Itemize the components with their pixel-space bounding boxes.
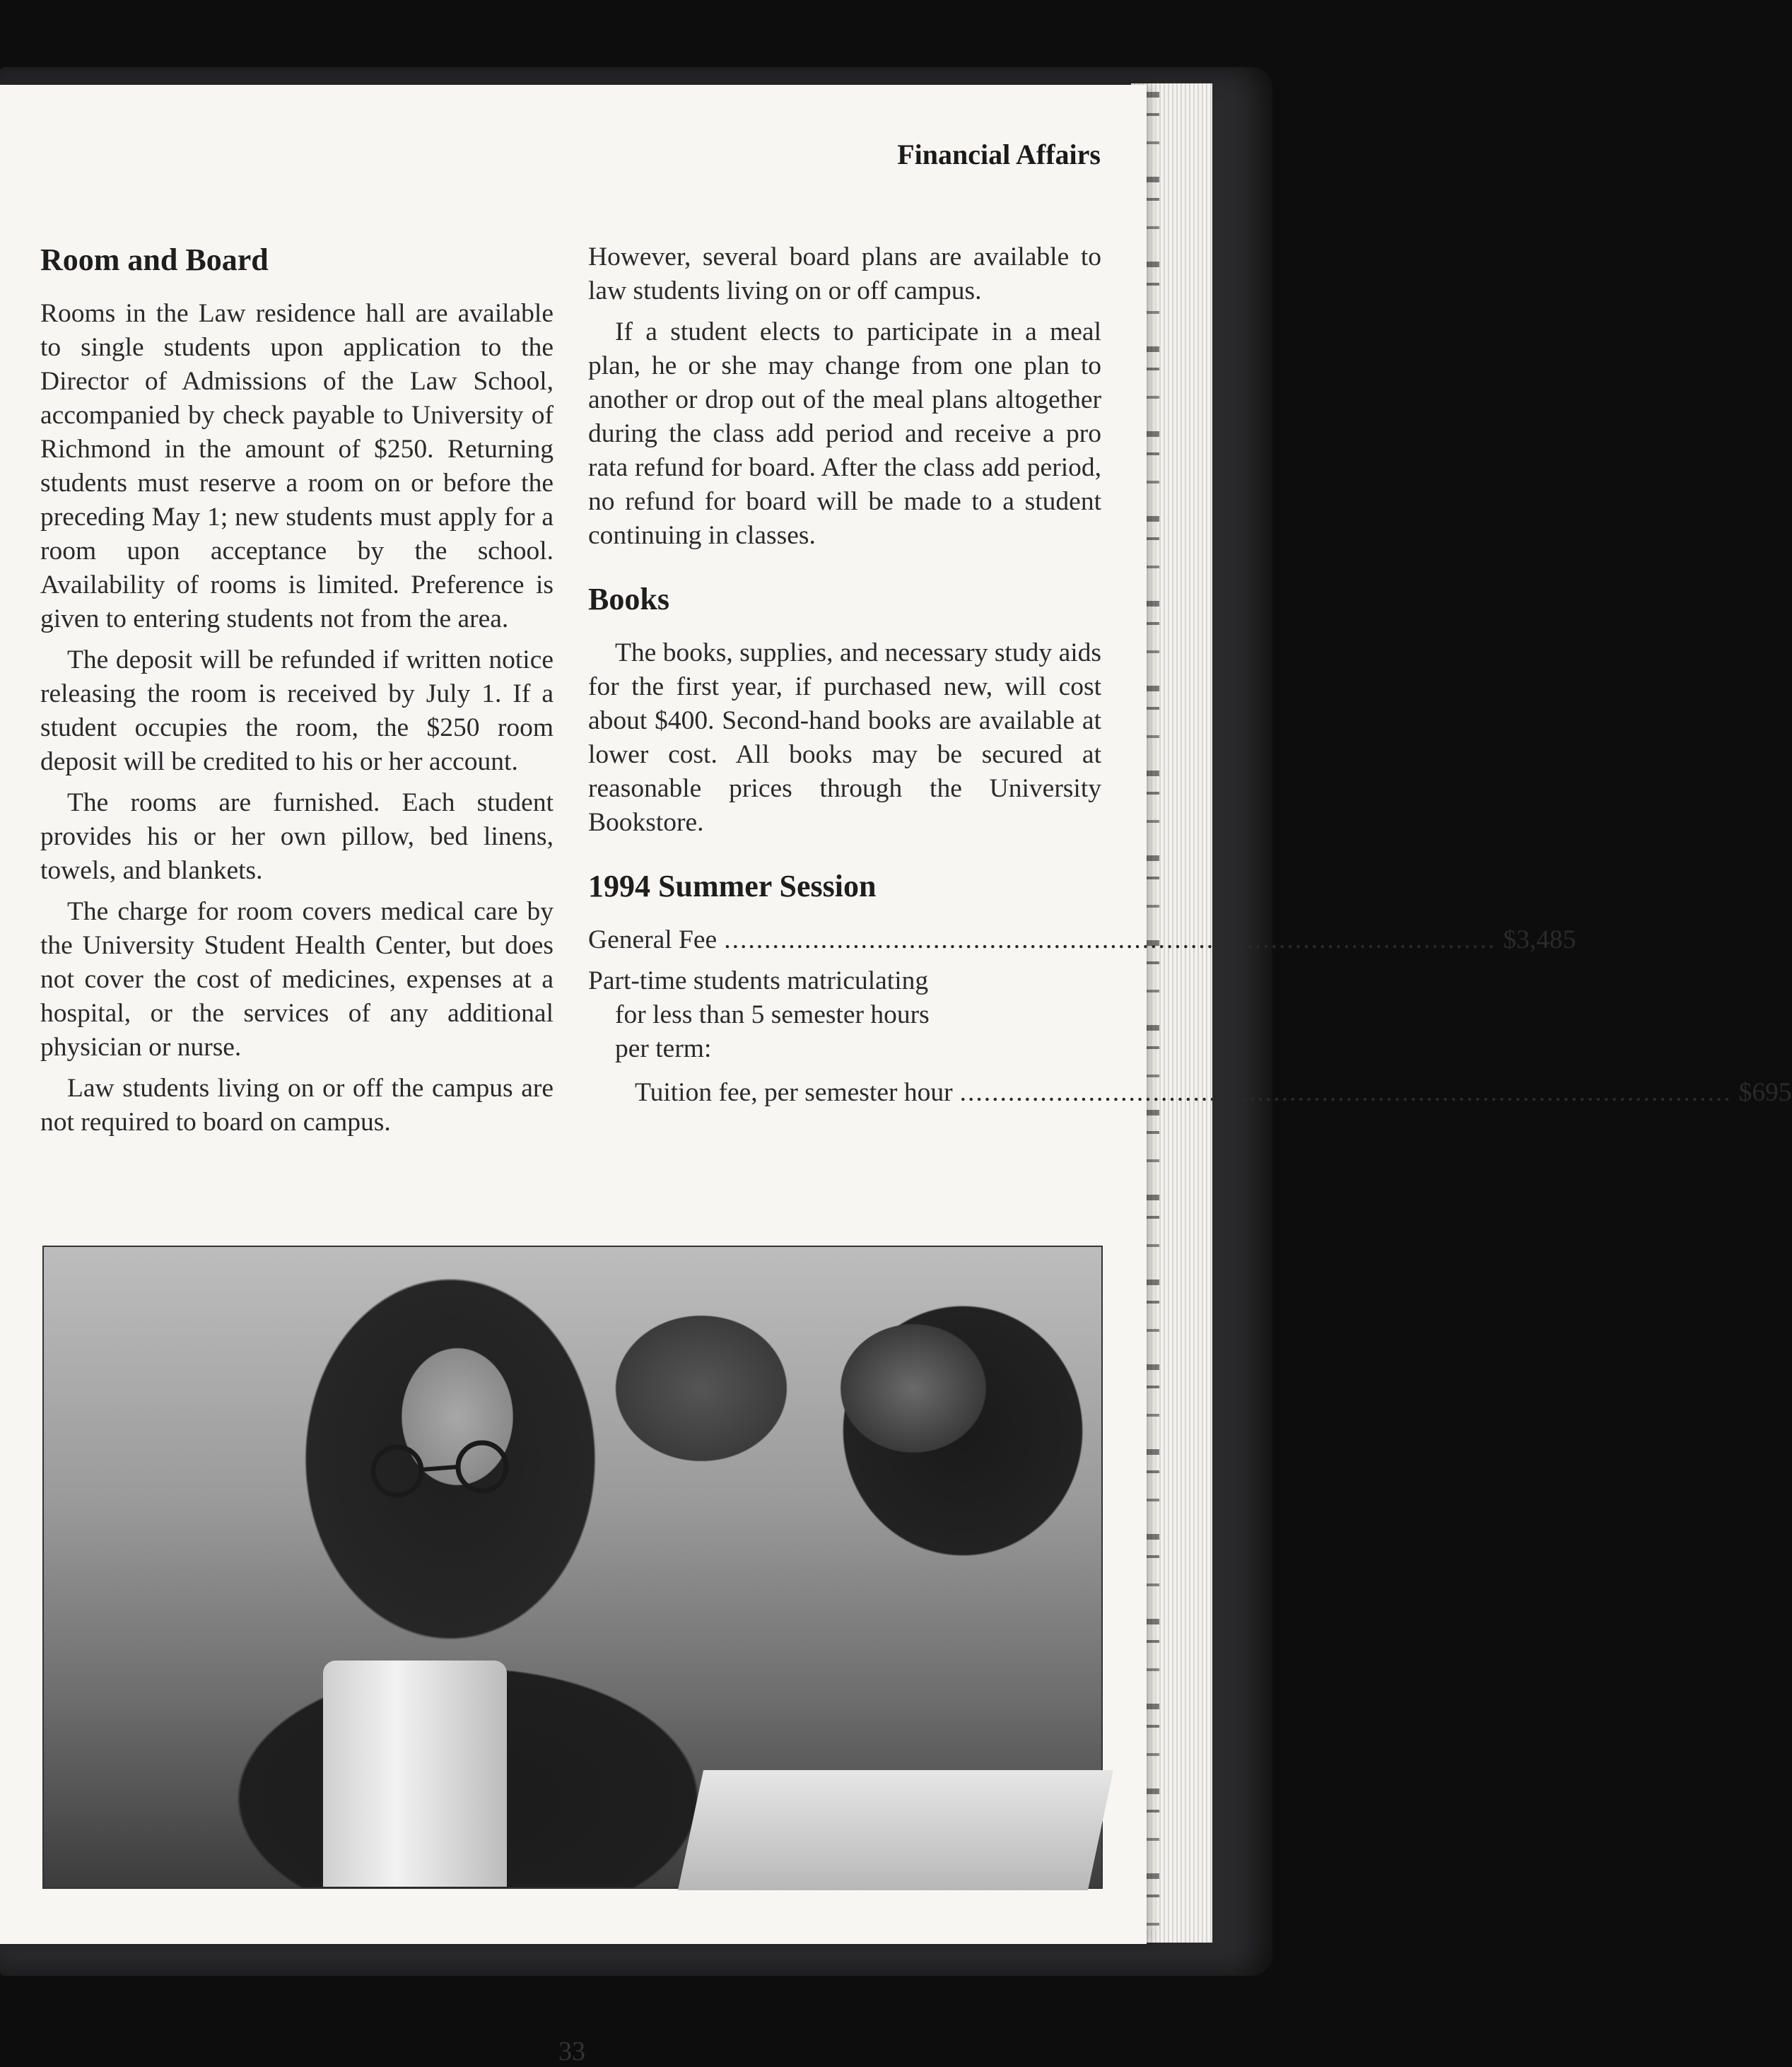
room-paragraph-3: The rooms are furnished. Each student provides his or her own pillow, bed linens, towels, and blankets.: [40, 788, 554, 885]
room-paragraph-4: The charge for room covers medical care by the University Student Health Center, but does not cover the cost of medicines, expenses at a hospital, or the services of any additional physician or nurse.: [40, 897, 554, 1062]
page-number: 33: [558, 2037, 585, 2066]
part-time-line-3: per term:: [615, 1034, 712, 1063]
tuition-fee-label: Tuition fee, per semester hour: [635, 1078, 953, 1107]
room-paragraph-2: The deposit will be refunded if written notice releasing the room is received by July 1. If a student occupies the room, the $250 room deposit will be credited to his or her account.: [40, 645, 554, 776]
books-heading: Books: [588, 582, 669, 616]
glasses-shape: [362, 1441, 525, 1498]
book-page: [0, 85, 1792, 2066]
general-fee-label: General Fee: [588, 925, 718, 954]
leader-dots: [724, 923, 1496, 957]
left-column: [40, 240, 554, 1147]
general-fee-row: [588, 923, 1576, 957]
books-paragraph: The books, supplies, and necessary study aids for the first year, if purchased new, will cost about $400. Second-hand books are available at lower cost. All books may be secured at reasonable prices through the University Bookstore.: [588, 638, 1101, 837]
room-and-board-heading: Room and Board: [40, 242, 269, 277]
tuition-fee-amount: $695: [1738, 1078, 1792, 1107]
running-head: Financial Affairs: [897, 139, 1101, 170]
open-book-shape: [678, 1770, 1113, 1890]
part-time-line-2: for less than 5 semester hours: [615, 1000, 930, 1029]
room-paragraph-5: Law students living on or off the campus are not required to board on campus.: [40, 1074, 554, 1137]
tuition-fee-row: [588, 1076, 1792, 1110]
meal-plan-paragraph: If a student elects to participate in a meal plan, he or she may change from one plan to another or drop out of the meal plans altogether during the class add period and receive a pro rata refund for board. After the class add period, no refund for board will be made to a student continuing in classes.: [588, 317, 1101, 550]
general-fee-amount: $3,485: [1503, 925, 1576, 954]
part-time-note: [588, 964, 1101, 1066]
classroom-photo: [42, 1246, 1103, 1889]
coffee-mug-shape: [323, 1661, 507, 1887]
part-time-line-1: Part-time students matriculating: [588, 966, 929, 995]
board-continued-paragraph: However, several board plans are available to law students living on or off campus.: [588, 242, 1101, 305]
right-column: [588, 240, 1792, 1110]
summer-fees: [588, 923, 1792, 1110]
leader-dots: [960, 1076, 1732, 1110]
room-paragraph-1: Rooms in the Law residence hall are available to single students upon application to the Director of Admissions of the Law School, accompanied by check payable to University of Richmond in the amount of $250. Returning students must reserve a room on or before the preceding May 1; new students must apply for a room upon acceptance by the school. Availability of rooms is limited. Preference is given to entering students not from the area.: [40, 299, 554, 633]
summer-session-heading: 1994 Summer Session: [588, 869, 877, 903]
